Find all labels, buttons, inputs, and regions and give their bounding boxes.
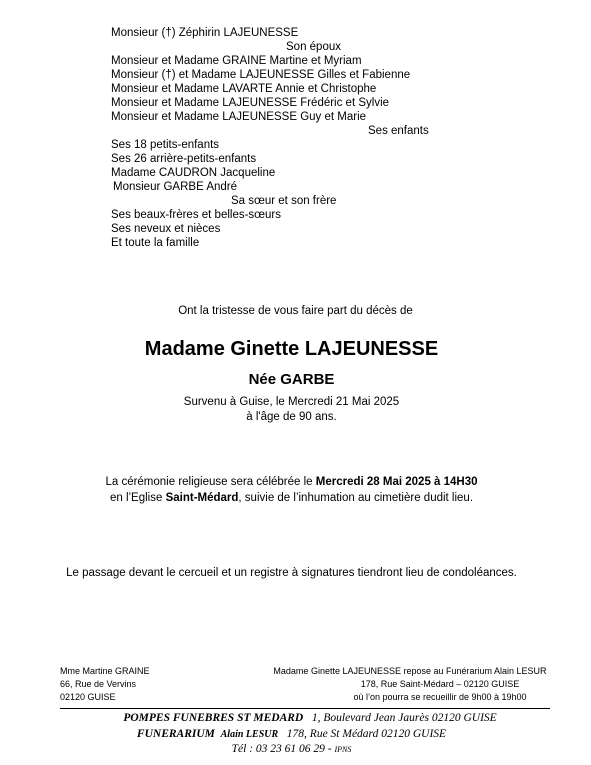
church-prefix: en l’Eglise [109, 492, 166, 504]
rest-line-3: où l’on pourra se recueillir de 9h00 à 19h00 [353, 692, 527, 702]
all-family: Et toute la famille [111, 237, 200, 249]
brother: Monsieur GARBE André [113, 181, 238, 193]
funerarium-label: FUNERARIUM [136, 728, 215, 740]
contact-name: Mme Martine GRAINE [60, 666, 150, 676]
age-line: à l'âge de 90 ans. [246, 411, 337, 423]
rest-line-2: 178, Rue Saint-Médard – 02120 GUISE [360, 679, 520, 689]
child-1: Monsieur et Madame GRAINE Martine et Myriam [111, 55, 362, 67]
church-name: Saint-Médard [165, 492, 239, 504]
funeral-company: POMPES FUNEBRES ST MEDARD [123, 712, 304, 724]
death-date: Survenu à Guise, le Mercredi 21 Mai 2025 [183, 396, 400, 408]
rest-line-1: Madame Ginette LAJEUNESSE repose au Funérarium Alain LESUR [273, 666, 547, 676]
children-role: Ses enfants [368, 125, 429, 137]
ceremony-line-1 [0, 476, 583, 488]
siblings-role: Sa sœur et son frère [231, 195, 337, 207]
phone-number: Tél : 03 23 61 06 29 - [231, 743, 332, 755]
funerarium-address: 178, Rue St Médard 02120 GUISE [286, 728, 447, 740]
spouse-role: Son époux [286, 41, 341, 53]
contact-street: 66, Rue de Vervins [60, 679, 137, 689]
ipns-mark: IPNS [334, 745, 352, 754]
funerarium-owner: Alain LESUR [220, 729, 279, 740]
footer-line-3 [0, 743, 583, 755]
ceremony-line-2 [0, 492, 583, 504]
sister: Madame CAUDRON Jacqueline [111, 167, 276, 179]
child-2: Monsieur (†) et Madame LAJEUNESSE Gilles et Fabienne [111, 69, 411, 81]
ceremony-datetime: Mercredi 28 Mai 2025 à 14H30 [315, 476, 478, 488]
burial-text: , suivie de l’inhumation au cimetière dudit lieu. [238, 492, 474, 504]
contact-city: 02120 GUISE [60, 692, 116, 702]
grandchildren: Ses 18 petits-enfants [111, 139, 220, 151]
footer-line-1 [0, 712, 591, 724]
in-laws: Ses beaux-frères et belles-sœurs [111, 209, 282, 221]
child-5: Monsieur et Madame LAJEUNESSE Guy et Marie [111, 111, 367, 123]
condolences-note: Le passage devant le cercueil et un registre à signatures tiendront lieu de condoléances. [66, 567, 517, 579]
footer-divider [60, 708, 550, 709]
funeral-company-address: 1, Boulevard Jean Jaurès 02120 GUISE [311, 712, 497, 724]
nephews-nieces: Ses neveux et nièces [111, 223, 221, 235]
deceased-name: Madame Ginette LAJEUNESSE [144, 338, 439, 360]
announcement-intro: Ont la tristesse de vous faire part du décès de [178, 305, 413, 317]
ceremony-text: La cérémonie religieuse sera célébrée le [105, 476, 316, 488]
spouse-name: Monsieur (†) Zéphirin LAJEUNESSE [111, 27, 299, 39]
footer-line-2 [0, 728, 583, 740]
maiden-name: Née GARBE [248, 371, 335, 388]
child-3: Monsieur et Madame LAVARTE Annie et Christophe [111, 83, 377, 95]
great-grandchildren: Ses 26 arrière-petits-enfants [111, 153, 257, 165]
child-4: Monsieur et Madame LAJEUNESSE Frédéric et Sylvie [111, 97, 390, 109]
